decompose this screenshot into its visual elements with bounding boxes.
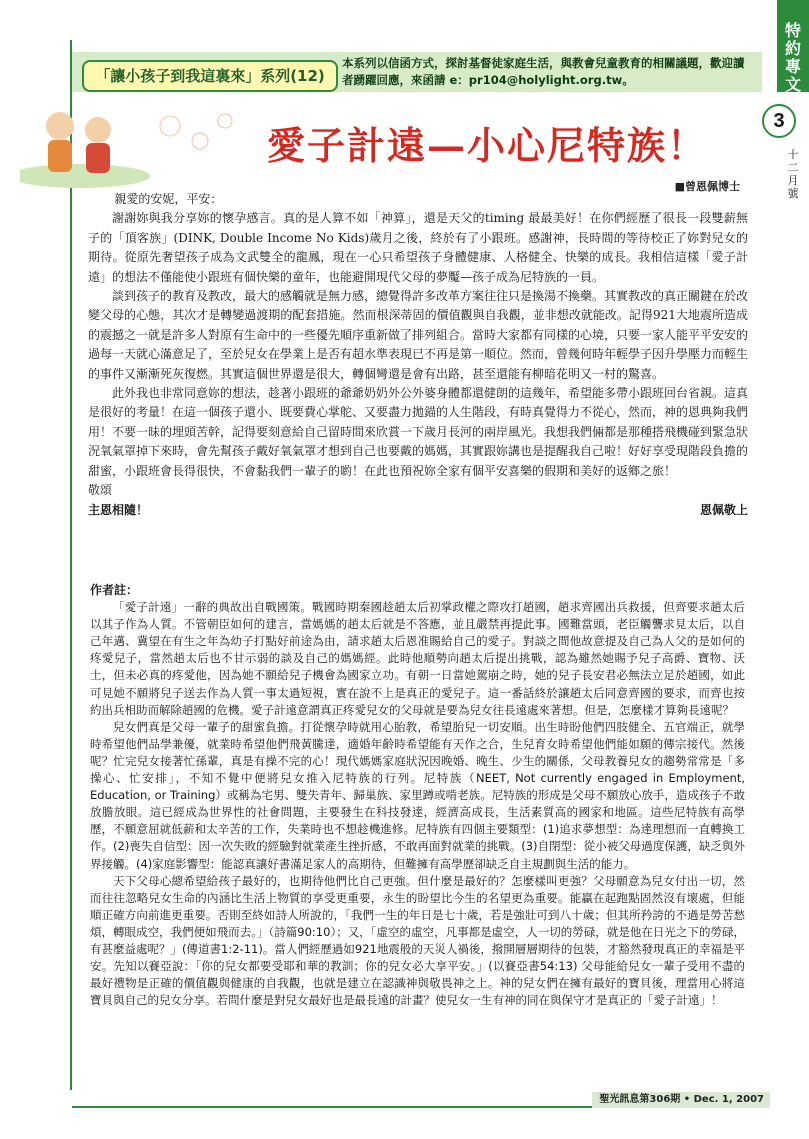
closing: 敬頌: [88, 483, 113, 498]
letter-body: [88, 190, 748, 520]
article-title: 愛子計遠—小心尼特族！: [266, 123, 707, 168]
footer-issue: 聖光訊息第306期 • Dec. 1, 2007: [592, 1092, 770, 1108]
signature: 恩佩敬上: [699, 502, 748, 517]
series-description: 本系列以信函方式，探討基督徒家庭生活，與教會兒童教育的相關議題，歡迎讀者踴躍回應，來函請 e：pr104@holylight.org.tw。: [342, 56, 745, 87]
author-note: [90, 582, 745, 1009]
note-paragraph: 天下父母心總希望給孩子最好的，也期待他們比自己更強。但什麼是最好的？怎麼樣叫更強？父母願意為兒女付出一切，然而往往忽略兒女生命的內涵比生活上物質的享受更重要，永生的盼望比今生的名望更為重要。能贏在起跑點固然沒有壞處，但能順正確方向前進更重要。否則至終如詩人所說的，「我們一生的年日是七十歲，若是強壯可到八十歲；但其所矜誇的不過是勞苦愁煩，轉眼成空，我們便如飛而去。」（詩篇90:10）；又，「虛空的虛空，凡事都是虛空，人一切的勞碌，就是他在日光之下的勞碌，有甚麼益處呢？」(傳道書1:2-11)。當人們經歷過如921地震般的天災人禍後，撥開層層期待的包裝，才豁然發現真正的幸福是平安。先知以賽亞說：「你的兒女都要受耶和華的教訓；你的兒女必大享平安。」(以賽亞書54:13) 父母能給兒女一輩子受用不盡的最好禮物是正確的價值觀與健康的自我觀，也就是建立在認識神與敬畏神之上。神的兒女們在擁有最好的寶貝後，理當用心將這寶貝與自己的兒女分享。若問什麼是對兒女最好也是最長遠的計畫？使兒女一生有神的同在與保守才是真正的「愛子計遠」！: [90, 873, 745, 1008]
note-paragraph: 「愛子計遠」一辭的典故出自戰國策。戰國時期秦國趁趙太后初掌政權之際攻打趙國，趙求齊國出兵救援，但齊要求趙太后以其子作為人質。不管朝臣如何的建言，當媽媽的趙太后就是不答應，並且嚴禁再提此事。國難當頭，老臣觸讋求見太后，以自己年邁、冀望在有生之年為幼子打點好前途為由，請求趙太后恩准賜給自己的愛子。對談之間他故意提及自己為人父的是如何的疼愛兒子，當然趙太后也不甘示弱的談及自己的媽媽經。此時他順勢向趙太后提出挑戰，認為雖然她賜予兒子高爵、寶物、沃土，但未必真的疼愛他，因為她不願給兒子機會為國家立功。有朝一日當她駕崩之時，她的兒子長安君必無法立足於趙國，如此可見她不願將兒子送去作為人質一事太過短視，實在說不上是真正的愛兒子。這一番話終於讓趙太后同意齊國的要求，而齊也按約出兵相助而解除趙國的危機。愛子計遠意謂真正疼愛兒女的父母就是要為兒女往長遠處來著想。但是，怎麼樣才算夠長遠呢？: [90, 600, 745, 717]
note-label: 作者註：: [90, 583, 139, 597]
page-number: 3: [762, 104, 796, 138]
salutation: 親愛的安妮，平安：: [114, 192, 223, 206]
sign-row: [88, 501, 748, 520]
letter-paragraph: 謝謝妳與我分享妳的懷孕感言。真的是人算不如「神算」，還是天父的timing 最最美好！在你們經歷了很長一段雙薪無子的「頂客族」(DINK, Double Income No Kids)歲月之後，終於有了小跟班。感謝神，長時間的等待校正了妳對兒女的期待。從原先奢望孩子成為文武雙全的龍鳳，現在一心只希望孩子身體健康、人格健全、快樂的成長。我相信這樣「愛子計遠」的想法不僅能使小跟班有個快樂的童年，也能避開現代父母的夢魘—孩子成為尼特族的一員。: [88, 211, 748, 284]
issue-month: 十二月號: [787, 148, 799, 200]
note-paragraph: 兒女們真是父母一輩子的甜蜜負擔。打從懷孕時就用心胎教，希望胎兒一切安順。出生時盼他們四肢健全、五官端正，就學時希望他們品學兼優，就業時希望他們飛黃騰達，適婚年齡時希望能有天作之合，生兒育女時希望他們能如願的傳宗接代。然後呢？忙完兒女接著忙孫輩，真是有操不完的心！現代媽媽家庭狀況因晚婚、晚生、少生的關係，父母教養兒女的趨勢常常是「多操心、忙安排」，不知不覺中便將兒女推入尼特族的行列。尼特族（NEET, Not currently engaged in Employment, Education, or Training）或稱為宅男、雙失青年、歸巢族、家里蹲或啃老族。尼特族的形成是父母不願放心放手，造成孩子不敢放膽放眼。這已經成為世界性的社會問題，主要發生在科技發達，經濟高成長，生活素質高的國家和地區。這些尼特族有高學歷，不願意屈就低薪和太辛苦的工作，失業時也不想趁機進修。尼特族有四個主要類型：(1)追求夢想型：為達理想而一直轉換工作。(2)喪失自信型：因一次失敗的經驗對就業產生挫折感，不敢再面對就業的挑戰。(3)自閉型：從小被父母過度保護，缺乏與外界接觸。(4)家庭影響型：能認真讓好書滿足家人的高期待，但難擁有高學歷卻缺乏自主規劃與生活的能力。: [90, 719, 745, 871]
section-title: 特約專文: [784, 21, 801, 94]
letter-paragraph: 此外我也非常同意妳的想法，趁著小跟班的爺爺奶奶外公外婆身體都還健朗的這幾年，希望能多帶小跟班回台省親。這真是很好的考量！在這一個孩子還小、既要費心掌舵、又要盡力拋錨的人生階段，有時真覺得力不從心，然而，神的恩典夠我們用！不要一昧的埋頭苦幹，記得要刻意給自己留時間來欣賞一下歲月長河的兩岸風光。我想我們倆都是那種搭飛機碰到緊急狀況氧氣罩掉下來時，會先幫孩子戴好氧氣罩才想到自己也要戴的媽媽，其實跟妳講也是提醒我自己啦！好好享受現階段負擔的甜蜜，小跟班會長得很快，不會黏我們一輩子的喲！在此也預祝妳全家有個平安喜樂的假期和美好的返鄉之旅！: [88, 386, 749, 478]
series-label: 「讓小孩子到我這裏來」系列(12): [82, 60, 338, 92]
section-tab: [777, 0, 809, 92]
children-illustration: [20, 96, 250, 188]
blessing: 主恩相隨！: [88, 502, 149, 517]
article-author: ■曾恩佩博士: [674, 180, 740, 193]
letter-paragraph: 談到孩子的教育及教改，最大的感觸就是無力感，總覺得許多改革方案往往只是換湯不換藥。其實教改的真正關鍵在於改變父母的心態，其次才是轉變過渡期的配套措施。然而根深蒂固的價值觀與自我觀，並非想改就能改。記得921大地震所造成的震撼之一就是許多人對原有生命中的一些優先順序重新做了排列組合。當時大家都有同樣的心境，只要一家人能平平安安的過每一天就心滿意足了，至於兒女在學業上是否有超水準表現已不再是第一順位。然而，曾幾何時年輕學子因升學壓力而輕生的事件又漸漸死灰復燃。其實這個世界還是很大，轉個彎還是會有出路，甚至還能有柳暗花明又一村的驚喜。: [88, 289, 749, 381]
